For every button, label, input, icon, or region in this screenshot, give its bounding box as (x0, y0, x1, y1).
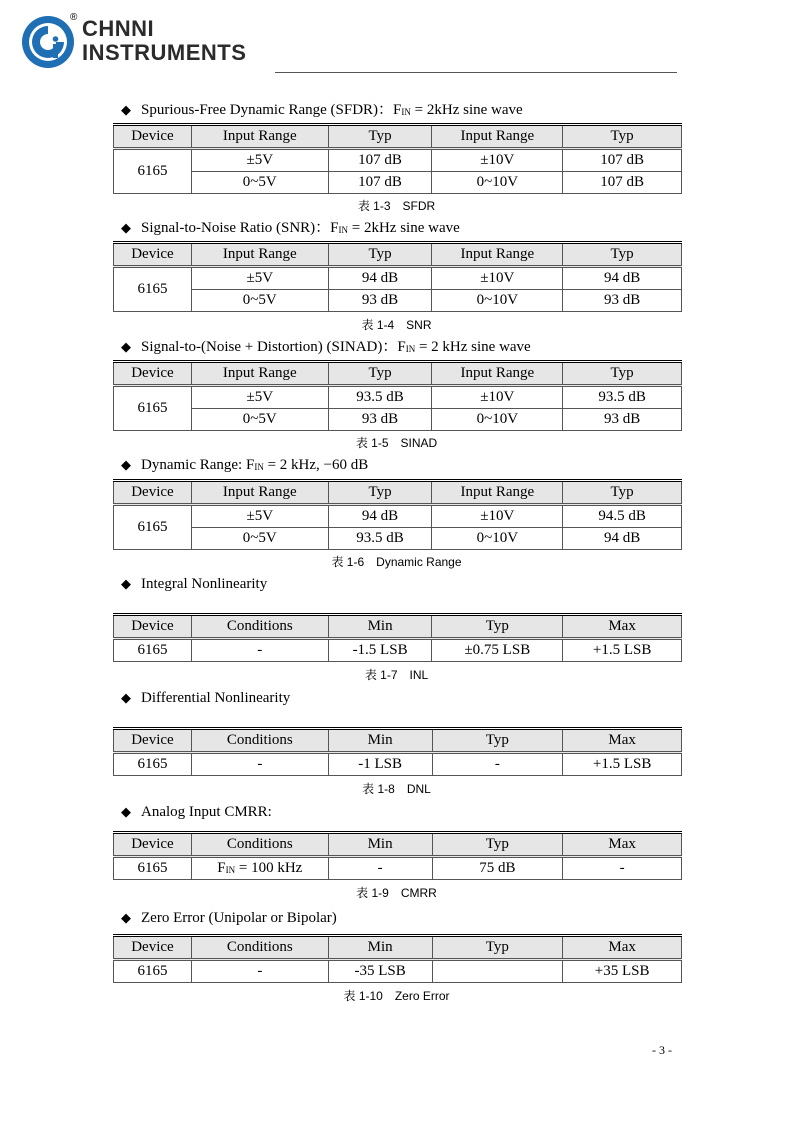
table-cell: 93 dB (563, 409, 682, 431)
table-row (114, 409, 682, 431)
table-cell: ±5V (191, 505, 328, 528)
table-cell: ±10V (432, 386, 563, 409)
table-cell: ±0.75 LSB (432, 639, 563, 662)
registered-mark: ® (70, 12, 78, 23)
column-header: Typ (432, 936, 563, 960)
table-cell: - (432, 753, 563, 776)
cmrr-table (113, 831, 682, 880)
table-cell: 0~10V (432, 409, 563, 431)
table-cell: 0~5V (191, 528, 328, 550)
dynamic-range-table (113, 479, 682, 550)
table-row (114, 639, 682, 662)
title-text: Signal-to-(Noise + Distortion) (SINAD)：F (141, 339, 406, 355)
title-text-tail: = 2kHz sine wave (348, 220, 460, 236)
device-cell: 6165 (114, 753, 192, 776)
table-row (114, 149, 682, 172)
table-row (114, 960, 682, 983)
table-row (114, 386, 682, 409)
table-row (114, 505, 682, 528)
device-cell: 6165 (114, 857, 192, 880)
column-header: Conditions (191, 833, 328, 857)
column-header: Min (328, 936, 432, 960)
column-header: Conditions (191, 615, 328, 639)
table-caption: 表 1-10 Zero Error (343, 989, 450, 1003)
table-header-row (114, 936, 682, 960)
column-header: Device (114, 362, 192, 386)
table-cell: 93.5 dB (328, 386, 432, 409)
sfdr-table (113, 123, 682, 194)
table-cell: +1.5 LSB (563, 639, 682, 662)
table-cell: 93.5 dB (563, 386, 682, 409)
header-divider (275, 72, 677, 73)
title-text: Differential Nonlinearity (141, 690, 291, 706)
diamond-bullet-icon: ◆ (121, 577, 131, 592)
column-header: Conditions (191, 936, 328, 960)
title-text: Dynamic Range: F (141, 457, 255, 473)
column-header: Max (563, 833, 682, 857)
column-header: Max (563, 936, 682, 960)
column-header: Input Range (191, 481, 328, 505)
table-cell: 107 dB (563, 149, 682, 172)
device-cell: 6165 (114, 639, 192, 662)
page-header (0, 0, 793, 80)
title-text: Analog Input CMRR: (141, 804, 272, 820)
column-header: Typ (328, 481, 432, 505)
section-title-dnl (121, 689, 290, 708)
section-title-inl (121, 575, 267, 594)
column-header: Device (114, 833, 192, 857)
table-cell: 93 dB (563, 290, 682, 312)
table-cell: 0~5V (191, 409, 328, 431)
diamond-bullet-icon: ◆ (121, 691, 131, 706)
column-header: Device (114, 243, 192, 267)
table-cell: ±10V (432, 505, 563, 528)
conditions-cell (191, 857, 328, 880)
table-header-row (114, 481, 682, 505)
diamond-bullet-icon: ◆ (121, 911, 131, 926)
column-header: Typ (432, 729, 563, 753)
table-cell: 93 dB (328, 409, 432, 431)
table-caption: 表 1-6 Dynamic Range (331, 555, 462, 569)
table-cell: 93 dB (328, 290, 432, 312)
table-caption: 表 1-4 SNR (361, 318, 432, 332)
table-cell: ±5V (191, 386, 328, 409)
table-cell: ±10V (432, 267, 563, 290)
column-header: Typ (432, 615, 563, 639)
table-header-row (114, 362, 682, 386)
table-cell: 0~10V (432, 172, 563, 194)
cond-subscript: IN (225, 864, 236, 875)
table-cell: 107 dB (563, 172, 682, 194)
column-header: Device (114, 481, 192, 505)
table-cell: 107 dB (328, 149, 432, 172)
column-header: Typ (563, 125, 682, 149)
table-caption: 表 1-3 SFDR (357, 199, 436, 213)
column-header: Typ (328, 243, 432, 267)
zero-error-table (113, 934, 682, 983)
table-cell (432, 960, 563, 983)
chnni-logo-icon (20, 14, 76, 70)
column-header: Device (114, 125, 192, 149)
column-header: Device (114, 936, 192, 960)
title-subscript: IN (401, 107, 411, 117)
table-cell: 0~5V (191, 172, 328, 194)
device-cell: 6165 (114, 505, 192, 550)
section-title-dynamic-range (121, 456, 368, 475)
section-title-snr (121, 219, 460, 238)
column-header: Conditions (191, 729, 328, 753)
column-header: Typ (563, 362, 682, 386)
brand-name-line2: INSTRUMENTS (82, 40, 247, 65)
table-cell: 75 dB (432, 857, 563, 880)
column-header: Device (114, 729, 192, 753)
table-cell: -1.5 LSB (328, 639, 432, 662)
table-row (114, 857, 682, 880)
table-caption: 表 1-9 CMRR (356, 886, 437, 900)
column-header: Input Range (191, 243, 328, 267)
table-cell: ±10V (432, 149, 563, 172)
table-cell: 0~5V (191, 290, 328, 312)
diamond-bullet-icon: ◆ (121, 103, 131, 118)
table-cell: +1.5 LSB (563, 753, 682, 776)
diamond-bullet-icon: ◆ (121, 805, 131, 820)
diamond-bullet-icon: ◆ (121, 458, 131, 473)
dnl-table (113, 727, 682, 776)
table-cell: 107 dB (328, 172, 432, 194)
device-cell: 6165 (114, 960, 192, 983)
table-cell: -35 LSB (328, 960, 432, 983)
column-header: Typ (563, 481, 682, 505)
table-cell: - (191, 960, 328, 983)
column-header: Max (563, 729, 682, 753)
title-subscript: IN (405, 344, 416, 354)
inl-table (113, 613, 682, 662)
section-title-zero-error (121, 909, 337, 928)
table-header-row (114, 243, 682, 267)
column-header: Input Range (191, 125, 328, 149)
column-header: Min (328, 729, 432, 753)
column-header: Min (328, 615, 432, 639)
table-cell: 94 dB (328, 267, 432, 290)
table-header-row (114, 615, 682, 639)
column-header: Input Range (432, 243, 563, 267)
table-row (114, 290, 682, 312)
table-caption: 表 1-8 DNL (362, 782, 431, 796)
table-cell: 94 dB (563, 528, 682, 550)
brand-name-line1: CHNNI (82, 16, 155, 41)
diamond-bullet-icon: ◆ (121, 340, 131, 355)
column-header: Device (114, 615, 192, 639)
cond-text: F (217, 859, 226, 876)
device-cell: 6165 (114, 267, 192, 312)
table-cell: 93.5 dB (328, 528, 432, 550)
title-text-tail: = 2 kHz sine wave (415, 339, 531, 355)
device-cell: 6165 (114, 149, 192, 194)
column-header: Input Range (432, 481, 563, 505)
column-header: Typ (328, 362, 432, 386)
device-cell: 6165 (114, 386, 192, 431)
title-text: Spurious-Free Dynamic Range (SFDR)：F (141, 102, 402, 118)
table-caption: 表 1-5 SINAD (355, 436, 438, 450)
snr-table (113, 241, 682, 312)
title-subscript: IN (338, 225, 348, 235)
title-text: Signal-to-Noise Ratio (SNR)：F (141, 220, 339, 236)
table-cell: - (191, 639, 328, 662)
sinad-table (113, 360, 682, 431)
title-text-tail: = 2 kHz, −60 dB (263, 457, 369, 473)
section-title-sfdr (121, 101, 523, 120)
column-header: Input Range (191, 362, 328, 386)
table-row (114, 528, 682, 550)
table-cell: - (563, 857, 682, 880)
table-cell: 0~10V (432, 290, 563, 312)
table-cell: 0~10V (432, 528, 563, 550)
table-header-row (114, 833, 682, 857)
table-row (114, 753, 682, 776)
table-cell: 94 dB (563, 267, 682, 290)
table-cell: -1 LSB (328, 753, 432, 776)
table-cell: 94 dB (328, 505, 432, 528)
title-text: Zero Error (Unipolar or Bipolar) (141, 910, 337, 926)
table-cell: 94.5 dB (563, 505, 682, 528)
column-header: Typ (328, 125, 432, 149)
table-caption: 表 1-7 INL (364, 668, 429, 682)
table-header-row (114, 729, 682, 753)
column-header: Input Range (432, 362, 563, 386)
column-header: Max (563, 615, 682, 639)
page-number: - 3 - (652, 1043, 672, 1057)
diamond-bullet-icon: ◆ (121, 221, 131, 236)
table-row (114, 267, 682, 290)
title-text-tail: = 2kHz sine wave (410, 102, 523, 118)
table-cell: ±5V (191, 267, 328, 290)
table-cell: - (328, 857, 432, 880)
cond-text-tail: = 100 kHz (235, 859, 303, 876)
title-text: Integral Nonlinearity (141, 576, 268, 592)
column-header: Input Range (432, 125, 563, 149)
section-title-cmrr (121, 803, 272, 822)
table-header-row (114, 125, 682, 149)
column-header: Typ (432, 833, 563, 857)
table-cell: - (191, 753, 328, 776)
title-subscript: IN (254, 462, 264, 472)
column-header: Min (328, 833, 432, 857)
section-title-sinad (121, 338, 531, 357)
table-row (114, 172, 682, 194)
table-cell: +35 LSB (563, 960, 682, 983)
table-cell: ±5V (191, 149, 328, 172)
column-header: Typ (563, 243, 682, 267)
